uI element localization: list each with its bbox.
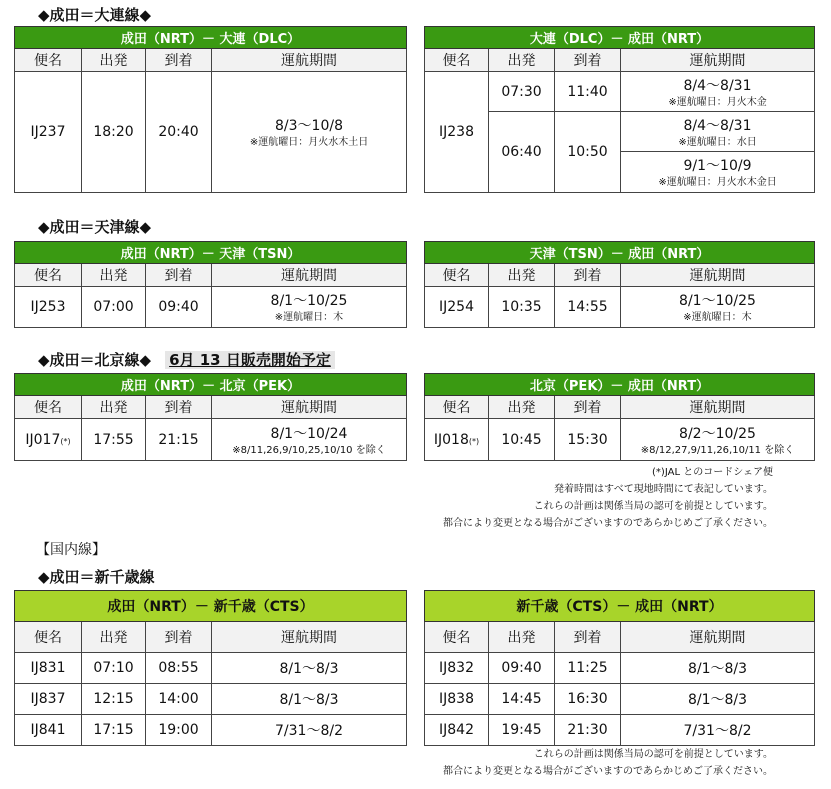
col-flight-header: 便名 bbox=[425, 396, 489, 419]
dalian-section-title: ◆成田＝大連線◆ bbox=[38, 6, 152, 24]
col-dep-header: 出発 bbox=[489, 49, 555, 72]
period: 8/1〜10/25 bbox=[270, 293, 348, 309]
operating-days-note: ※運航曜日：木 bbox=[683, 312, 752, 323]
period: 8/3〜10/8 bbox=[275, 118, 343, 134]
period: 8/1〜8/3 bbox=[621, 653, 815, 684]
period: 8/1〜10/25 bbox=[679, 293, 756, 309]
col-flight-header: 便名 bbox=[425, 264, 489, 287]
period-cell bbox=[212, 287, 407, 328]
dalian-outbound-table bbox=[14, 26, 407, 193]
col-arr-header: 到着 bbox=[146, 49, 212, 72]
route-header: 成田（NRT）－ 新千歳（CTS） bbox=[15, 591, 407, 622]
col-dep-header: 出発 bbox=[489, 264, 555, 287]
table-row bbox=[15, 684, 407, 715]
beijing-outbound-table bbox=[14, 373, 407, 461]
arrival-time: 21:30 bbox=[555, 715, 621, 746]
departure-time: 18:20 bbox=[82, 72, 146, 193]
arrival-time: 16:30 bbox=[555, 684, 621, 715]
flight-number: IJ018 bbox=[433, 431, 469, 448]
flight-number: IJ237 bbox=[15, 72, 82, 193]
route-header: 北京（PEK）－ 成田（NRT） bbox=[425, 374, 815, 396]
arrival-time: 15:30 bbox=[555, 419, 621, 461]
sapporo-return-table bbox=[424, 590, 815, 746]
col-dep-header: 出発 bbox=[82, 622, 146, 653]
sapporo-outbound-table bbox=[14, 590, 407, 746]
col-flight-header: 便名 bbox=[15, 396, 82, 419]
period-cell bbox=[621, 112, 815, 152]
departure-time: 07:00 bbox=[82, 287, 146, 328]
col-arr-header: 到着 bbox=[555, 622, 621, 653]
departure-time: 17:15 bbox=[82, 715, 146, 746]
col-arr-header: 到着 bbox=[555, 49, 621, 72]
col-period-header: 運航期間 bbox=[621, 622, 815, 653]
beijing-footnotes bbox=[443, 464, 773, 532]
arrival-time: 19:00 bbox=[146, 715, 212, 746]
flight-number: IJ254 bbox=[425, 287, 489, 328]
table-row bbox=[425, 684, 815, 715]
period-cell bbox=[621, 72, 815, 112]
tianjin-outbound-table bbox=[14, 241, 407, 328]
route-header: 成田（NRT）－ 大連（DLC） bbox=[15, 27, 407, 49]
route-header: 成田（NRT）－ 北京（PEK） bbox=[15, 374, 407, 396]
arrival-time: 11:25 bbox=[555, 653, 621, 684]
footnote: 都合により変更となる場合がございますのであらかじめご了承ください。 bbox=[443, 518, 773, 529]
excluded-dates-note: ※8/11,26,9/10,25,10/10 を除く bbox=[232, 444, 386, 456]
table-row bbox=[15, 419, 407, 461]
departure-time: 17:55 bbox=[82, 419, 146, 461]
flight-number: IJ841 bbox=[15, 715, 82, 746]
domestic-label: 【国内線】 bbox=[36, 542, 106, 558]
arrival-time: 10:50 bbox=[555, 112, 621, 193]
operating-days-note: ※運航曜日：月火木金 bbox=[668, 96, 767, 108]
departure-time: 14:45 bbox=[489, 684, 555, 715]
col-arr-header: 到着 bbox=[555, 396, 621, 419]
period-cell bbox=[212, 419, 407, 461]
col-flight-header: 便名 bbox=[15, 622, 82, 653]
period: 8/4〜8/31 bbox=[683, 77, 752, 94]
col-dep-header: 出発 bbox=[82, 49, 146, 72]
sapporo-footnotes bbox=[443, 746, 773, 780]
route-header: 天津（TSN）－ 成田（NRT） bbox=[425, 242, 815, 264]
table-row bbox=[15, 72, 407, 193]
table-row bbox=[425, 72, 815, 112]
table-row bbox=[15, 715, 407, 746]
flight-number: IJ253 bbox=[15, 287, 82, 328]
col-flight-header: 便名 bbox=[15, 49, 82, 72]
flight-number: IJ831 bbox=[15, 653, 82, 684]
operating-days-note: ※運航曜日：水日 bbox=[678, 136, 757, 148]
beijing-return-table bbox=[424, 373, 815, 461]
flight-number: IJ017 bbox=[25, 431, 61, 448]
col-flight-header: 便名 bbox=[425, 49, 489, 72]
flight-number-cell bbox=[425, 419, 489, 461]
col-period-header: 運航期間 bbox=[212, 264, 407, 287]
arrival-time: 09:40 bbox=[146, 287, 212, 328]
flight-number: IJ842 bbox=[425, 715, 489, 746]
period: 8/1〜8/3 bbox=[212, 684, 407, 715]
arrival-time: 14:00 bbox=[146, 684, 212, 715]
period: 7/31〜8/2 bbox=[621, 715, 815, 746]
route-header: 大連（DLC）－ 成田（NRT） bbox=[425, 27, 815, 49]
period-cell bbox=[621, 152, 815, 193]
table-row bbox=[425, 715, 815, 746]
col-arr-header: 到着 bbox=[146, 622, 212, 653]
table-row bbox=[15, 287, 407, 328]
period: 8/1〜10/24 bbox=[270, 425, 348, 442]
codeshare-mark: (*) bbox=[468, 436, 480, 446]
period: 7/31〜8/2 bbox=[212, 715, 407, 746]
arrival-time: 11:40 bbox=[555, 72, 621, 112]
route-header: 新千歳（CTS）－ 成田（NRT） bbox=[425, 591, 815, 622]
period: 8/1〜8/3 bbox=[212, 653, 407, 684]
excluded-dates-note: ※8/12,27,9/11,26,10/11 を除く bbox=[640, 444, 795, 456]
table-row bbox=[425, 419, 815, 461]
period: 8/1〜8/3 bbox=[621, 684, 815, 715]
arrival-time: 08:55 bbox=[146, 653, 212, 684]
col-period-header: 運航期間 bbox=[621, 49, 815, 72]
dalian-return-table bbox=[424, 26, 815, 193]
col-flight-header: 便名 bbox=[425, 622, 489, 653]
tianjin-section-title: ◆成田＝天津線◆ bbox=[38, 218, 152, 236]
route-header: 成田（NRT）－ 天津（TSN） bbox=[15, 242, 407, 264]
col-dep-header: 出発 bbox=[489, 396, 555, 419]
flight-number: IJ238 bbox=[425, 72, 489, 193]
table-row bbox=[425, 287, 815, 328]
table-row bbox=[15, 653, 407, 684]
footnote: 発着時間はすべて現地時間にて表記しています。 bbox=[554, 484, 773, 495]
flight-number: IJ838 bbox=[425, 684, 489, 715]
col-arr-header: 到着 bbox=[555, 264, 621, 287]
arrival-time: 14:55 bbox=[555, 287, 621, 328]
departure-time: 12:15 bbox=[82, 684, 146, 715]
period-cell bbox=[212, 72, 407, 193]
sapporo-section-title: ◆成田＝新千歳線 bbox=[38, 568, 155, 586]
period: 9/1〜10/9 bbox=[683, 158, 752, 174]
table-row bbox=[425, 653, 815, 684]
period-cell bbox=[621, 419, 815, 461]
arrival-time: 20:40 bbox=[146, 72, 212, 193]
footnote: これらの計画は関係当局の認可を前提としています。 bbox=[533, 501, 773, 512]
departure-time: 09:40 bbox=[489, 653, 555, 684]
sale-start-notice: 6月 13 日販売開始予定 bbox=[165, 351, 335, 369]
col-arr-header: 到着 bbox=[146, 264, 212, 287]
departure-time: 07:30 bbox=[489, 72, 555, 112]
footnote: (*)JAL とのコードシェア便 bbox=[652, 467, 773, 478]
col-period-header: 運航期間 bbox=[212, 49, 407, 72]
flight-number: IJ832 bbox=[425, 653, 489, 684]
operating-days-note: ※運航曜日：月火水木土日 bbox=[249, 137, 369, 148]
flight-number-cell bbox=[15, 419, 82, 461]
footnote: 都合により変更となる場合がございますのであらかじめご了承ください。 bbox=[443, 766, 773, 777]
col-period-header: 運航期間 bbox=[212, 622, 407, 653]
col-dep-header: 出発 bbox=[489, 622, 555, 653]
beijing-title: ◆成田＝北京線◆ bbox=[38, 351, 152, 369]
departure-time: 10:35 bbox=[489, 287, 555, 328]
operating-days-note: ※運航曜日：木 bbox=[274, 312, 344, 323]
col-period-header: 運航期間 bbox=[212, 396, 407, 419]
col-arr-header: 到着 bbox=[146, 396, 212, 419]
arrival-time: 21:15 bbox=[146, 419, 212, 461]
beijing-section-title bbox=[38, 351, 335, 369]
operating-days-note: ※運航曜日：月火水木金日 bbox=[658, 177, 777, 188]
period: 8/4〜8/31 bbox=[683, 117, 752, 134]
period: 8/2〜10/25 bbox=[679, 425, 756, 442]
codeshare-mark: (*) bbox=[60, 436, 71, 446]
departure-time: 19:45 bbox=[489, 715, 555, 746]
departure-time: 06:40 bbox=[489, 112, 555, 193]
col-flight-header: 便名 bbox=[15, 264, 82, 287]
departure-time: 07:10 bbox=[82, 653, 146, 684]
tianjin-return-table bbox=[424, 241, 815, 328]
col-period-header: 運航期間 bbox=[621, 396, 815, 419]
flight-number: IJ837 bbox=[15, 684, 82, 715]
col-dep-header: 出発 bbox=[82, 264, 146, 287]
departure-time: 10:45 bbox=[489, 419, 555, 461]
period-cell bbox=[621, 287, 815, 328]
col-period-header: 運航期間 bbox=[621, 264, 815, 287]
footnote: これらの計画は関係当局の認可を前提としています。 bbox=[533, 749, 773, 760]
col-dep-header: 出発 bbox=[82, 396, 146, 419]
